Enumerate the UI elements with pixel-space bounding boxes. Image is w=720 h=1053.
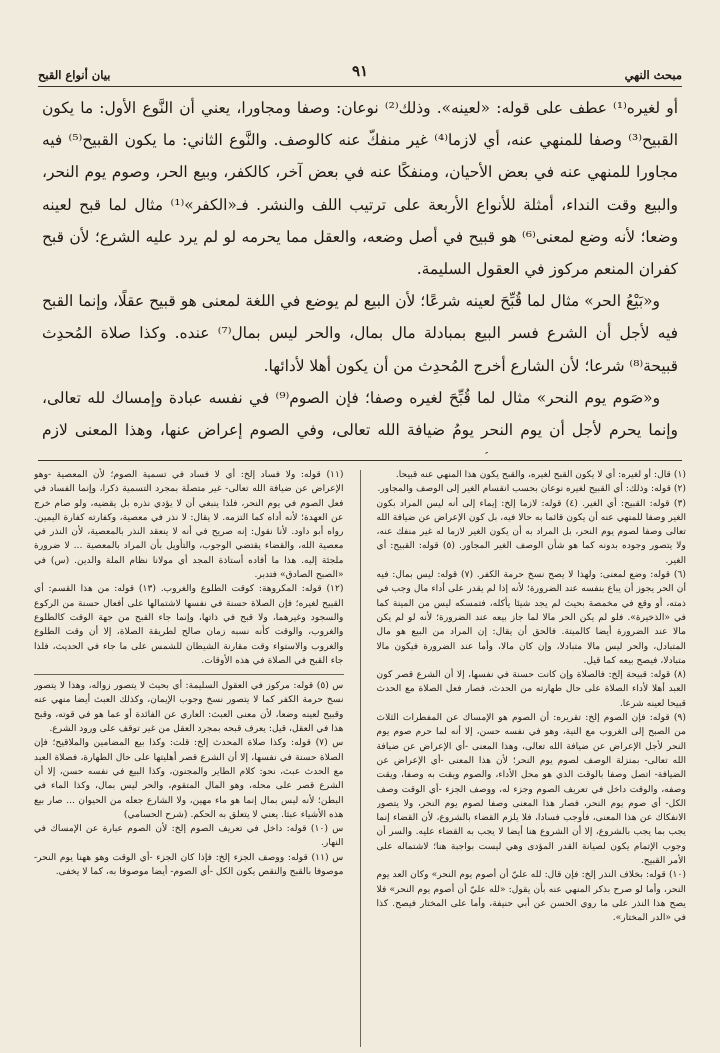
footnote: س (٥) قوله: مركوز في العقول السليمة: أي بحيث لا يتصور زواله، وهذا لا يتصور نسخ حرمة الكفر كما لا يتصور نسخ وجوب الإيمان، وكذلك العبث أيضا منهي عنه وقبيح لعينه وضعا، لأن معنى العبث: العاري عن الفائدة أو عما هو في قوته، وقبح هذا في العقل، قيل: يعرف قبحه بمجرد العقل من غير توقف على ورود الشرع.: [34, 680, 344, 735]
header-rule: [38, 86, 682, 87]
footnote: (١١) قوله: ولا فساد إلخ: أي لا فساد في تسمية الصوم؛ لأن المعصية -وهو الإعراض عن ضيافة الله تعالى- غير متصلة بمجرد التسمية ذكرا، وإنما الفساد في فعل الصوم في يوم النحر، فلذا ينبغي أن لا يؤدي نذره بل يقضيه، ولو صام خرج عن العهدة؛ لأنه أداه كما التزمه. لا يقال: لا نذر في معصية، وكفارته كفارة اليمين. رواه أبو داود. لأنا نقول: إنه صريح في أنه لا ينعقد النذر بالمعصية، لأن النذر في معصية الله، والقضاء يقتضي الوجوب، والتأويل بأن المراد بالمعصية ... لا ضرورة ملجئة إليه. هذا ما أفاده أستاذة المجد أي مولانا نظام الملة والدين. (س) في «الصبح الصادق» فتدبر.: [34, 469, 344, 581]
footnote: (٩) قوله: فإن الصوم إلخ: تقريره: أن الصوم هو الإمساك عن المفطرات الثلاث من الصبح إلى الغروب مع النية، وهو في نفسه حسن، إلا أنه لما حرم صوم يوم النحر لأجل الإعراض عن ضيافة الله تعالى، وهذا المعنى -أي الإعراض عن ضيافة الله تعالى- بمنزلة الوصف لصوم يوم النحر؛ لأن هذا المعنى -أي الإعراض عن الضيافة- اتصل وصفا بالوقت الذي هو محل الأداء، والصوم ويقت به وصفا، ويقت وصفه، والوقت داخل في تعريف الصوم وجزء له، ووصف الجزء -أي الوقت وصف الكل- أي صوم يوم النحر، فصار هذا المعنى وصفا لصوم يوم النحر، ولا يتصور الانفكاك عن هذا المعنى، فأوجب فسادا، فلا يلزم القضاء بالشروع، لأن القضاء إنما يجب بما يجب بالشروع، إلا أن الشروع هنا أيضا لا يجب به القضاء عليه. والسر أن وجوب الإتمام يكون لصيانة القدر المؤدى وهي ليست بواجبة هنا؛ لاشتماله على الأمر القبيح.: [376, 712, 686, 867]
footnote: س (١١) قوله: ووصف الجزء إلخ: فإذا كان الجزء -أي الوقت وهو ههنا يوم النحر- موصوفا بالقبح والنقص يكون الكل -أي الصوم- أيضا موصوفا به، كما لا يخفى.: [34, 851, 344, 878]
footnote: س (٧) قوله: وكذا صلاة المحدث إلخ: قلت: وكذا بيع المضامين والملاقيح؛ فإن الصلاة حسنة في نفسها، إلا أن الشرع قصر أهليتها على حال الطهارة، فصلاة العبد مع الحدث عبث، نحو: كلام الطاير والمجنون، وكذا البيع في نفسه حسن، إلا أن الشرع قصر على محله، وهو المال المتقوم، والحر ليس بمال، وكذا الماء في البطن؛ لأنه ليس بمال إنما هو ماء مهين، ولا الشارع جعله من الحيوان ... صار بيع هذه الأشياء عبثا. يعني لا يتعلق به الحكم. (شرح الحسامي): [34, 737, 344, 820]
main-paragraph: و«صَوم يوم النحر» مثال لما قُبِّحَ لغيره وصفا؛ فإن الصوم⁽⁹⁾ في نفسه عبادة وإمساك لله تعالى، وإنما يحرم لأجل أن يوم النحر يومُ ضيافة الله تعالى، وفي الصوم إعراض عنها، وهذا المعنى لازم: [42, 388, 678, 440]
footnote: (٨) قوله: قبيحة إلخ: فالصلاة وإن كانت حسنة في نفسها، إلا أن الشرع قصر كون العبد أهلا لأداء الصلاة على حال طهارته من الحدث، فصار فعل الصلاة مع الحدث قبيحا لعينه شرعا.: [376, 669, 686, 709]
main-text: [42, 92, 678, 454]
header-section-title: بيان أنواع القبح: [38, 68, 111, 82]
footnote-separator: [38, 460, 682, 461]
main-paragraph: أو لغيره⁽¹⁾ عطف على قوله: «لعينه». وذلك⁽²⁾ نوعان: وصفا ومجاورا، يعني أن النَّوع الأول: ما يكون القبيح⁽³⁾ وصفا للمنهي عنه، أي لازما⁽⁴⁾ غير منفكّ عنه كالوصف. والنَّوع الثاني: ما يكون القبيح⁽⁵⁾ فيه مجاورا للمنهي عنه في بعض الأحيان، ومنفكًا عنه في بعض آخر، كالكفر، وبيع الحر، وصوم يوم النحر، والبيع وقت النداء، أمثلة للأنواع الأربعة على ترتيب اللف والنشر. فـ«الكفر»⁽¹⁾ مثال لما قبح لعينه وضعا؛ لأنه وضع لمعنى⁽⁶⁾ هو قبيح في أصل وضعه، والعقل مما يحرمه لو لم يرد عليه الشرع؛ لأن قبح كفران المنعم مركوز في العقول السليمة.: [42, 99, 678, 279]
footnote: (٦) قوله: وضع لمعنى: ولهذا لا يصح نسخ حرمة الكفر. (٧) قوله: ليس بمال: فيه أن الحر يجوز أن يباع بنفسه عند الضرورة؛ لأنه إذا لم يقدر على أداء مال وجب في ذمته، أو وقع في مخمصة بحيث لم يجد شيئا يأكله، فتمسكه ليس من المينة كما في «الذخيرة». فلو لم يكن الحر مالا لما جاز بيعه عند الضرورة؛ لأنه لو لم يكن مالا عند الضرورة أيضا كالميتة. فالحق أن يقال: إن المراد من البيع هو مال المتبادل، والحر ليس مالا متبادلا، وإن كان مالا، وأما عند الضرورة فيكون مالا متبادلا، فيصح بيعه كما قيل.: [376, 569, 686, 666]
main-paragraph: و«بَيْعُ الحر» مثال لما قُبِّحَ لعينه شرعًا؛ لأن البيع لم يوضع في اللغة لمعنى هو قبيح عقلًا، وإنما القبح فيه لأجل أن الشرع فسر البيع بمبادلة مال بمال، والحر ليس بمال⁽⁷⁾ عنده. وكذا صلاة المُحدِث قبيحة⁽⁸⁾ شرعا؛ لأن الشارع أخرج المُحدِث من أن يكون أهلا لأدائها.: [42, 292, 678, 375]
footnote: (٣) قوله: القبيح: أي الغير. (٤) قوله: لازما إلخ: إيماء إلى أنه ليس المراد بكون الغير وصفا للمنهي عنه أن يكون قائما به حالا فيه، بل كون الإعراض عن ضيافة الله تعالى وصفا لصوم يوم النحر، بل المراد به أن يكون الغير لازما له غير منفك عنه، ولا يتصور وجوده بدونه كما هو شأن الوصف الغير المجاور. (٥) قوله: القبيح: أي الغير.: [376, 497, 686, 566]
footnote: (١) قال: أو لغيره: أي لا يكون القبح لغيره، والقبح يكون هذا المنهي عنه قبيحا.: [395, 469, 686, 480]
footnote-subseparator: [34, 674, 344, 675]
running-header: [38, 64, 682, 86]
footnote: (١٠) قوله: بخلاف النذر إلخ: فإن قال: لله عليّ أن أصوم يوم النحر» وكان العد يوم النحر، وأما لو صرح بذكر المنهي عنه بأن يقول: «لله عليّ أن أصوم يوم النحر» فلا يصح هذا النذر على ما روي الحسن عن أبي حنيفة، وأما على المختار فيصح. كذا في «الدر المختار».: [376, 869, 686, 924]
footnote: (٢) قوله: وذلك: أي القبيح لغيره نوعان بحسب انقسام الغير إلى الوصف والمجاور.: [377, 483, 686, 495]
column-divider: [360, 470, 361, 1047]
footnotes: [34, 468, 686, 1049]
footnotes-right-column: [377, 468, 687, 1049]
page-number: ٩١: [351, 62, 369, 80]
header-chapter-title: مبحث النهي: [624, 68, 682, 82]
footnote: (١٢) قوله: المكروهة: كوقت الطلوع والغروب. (١٣) قوله: من هذا القسم: أي القبيح لغيره؛ فإن الصلاة حسنة في نفسها لاشتمالها على أفعال حسنة من الركوع والسجود وغيرهما، ولا قبح في ذاتها، وإنما جاء القبح من جهة الوقت كالطلوع والغروب، والوقت كأنه نسبه زمان صالح لطريقة الصلاة، إلا أن وقت الطلوع والغروب والاستواء وقت مقارنة الشيطان للشمس على ما جاء في الحديث، فلذا جاء القبح في الصلاة في هذه الأوقات.: [34, 583, 344, 666]
footnote: س (١٠) قوله: داخل في تعريف الصوم إلخ: لأن الصوم عبارة عن الإمساك في النهار.: [34, 823, 344, 849]
footnotes-left-column: [34, 468, 344, 1049]
